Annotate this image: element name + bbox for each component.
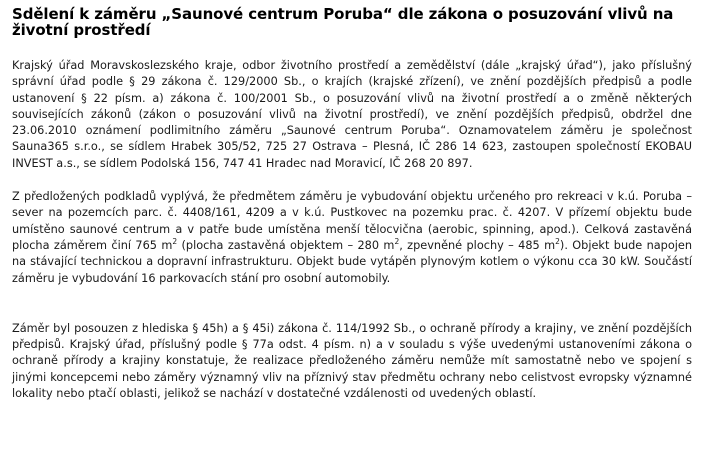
project-text-intro: Z předložených podkladů vyplývá, že předmětem záměru je vybudování objektu určeného pro rekreaci v k.ú. Poruba – sever na pozemcích parc. č. 4408/161, 4209 a v k.ú. Pustkovec na pozemku prac. č. 4207. V přízemí objektu bude umístěno saunové centrum a v patře bude umístěna menší tělocvična (aerobic, spinning, apod.). Celková zastavěná plocha záměrem činí 765 m [12,190,692,252]
project-text-paved-area: , zpevněné plochy – 485 m [399,238,556,252]
paragraph-project-description [12,189,692,287]
project-text-built-area: (plocha zastavěná objektem – 280 m [177,238,395,252]
project-text-closing: ). Objekt bude napojen na stávající technickou a dopravní infrastrukturu. Objekt bude vytápěn plynovým kotlem o výkonu cca 30 kW. Součástí záměru je vybudování 16 parkovacích stání pro osobní automobily. [12,238,693,285]
paragraph-nature-assessment: Záměr byl posouzen z hlediska § 45h) a § 45i) zákona č. 114/1992 Sb., o ochraně přírody a krajiny, ve znění pozdějších předpisů. Krajský úřad, příslušný podle § 77a odst. 4 písm. n) a v souladu s výše uvedenými ustanoveními zákona o ochraně přírody a krajiny konstatuje, že realizace předloženého záměru nemůže mít samostatně nebo ve spojení s jinými koncepcemi nebo záměry významný vliv na příznivý stav předmětu ochrany nebo celistvost evropsky významné lokality nebo ptačí oblasti, jelikož se nachází v dostatečné vzdálenosti od uvedených oblastí. [12,321,692,401]
area-unit-exponent: 2 [394,237,400,247]
area-unit-exponent: 2 [555,237,560,247]
area-unit-exponent: 2 [172,237,178,247]
notice-page [12,6,692,402]
paragraph-notification: Krajský úřad Moravskoslezského kraje, odbor životního prostředí a zemědělství (dále „krajský úřad“), jako příslušný správní úřad podle § 29 zákona č. 129/2000 Sb., o krajích (krajské zřízení), ve znění pozdějších předpisů a podle ustanovení § 22 písm. a) zákona č. 100/2001 Sb., o posuzování vlivů na životní prostředí a o změně některých souvisejících zákonů (zákon o posuzování vlivů na životní prostředí), ve znění pozdějších předpisů, obdržel dne 23.06.2010 oznámení podlimitního záměru „Saunové centrum Poruba“. Oznamovatelem záměru je společnost Sauna365 s.r.o., se sídlem Hrabek 305/52, 725 27 Ostrava – Plesná, IČ 286 14 623, zastoupen společností EKOBAU INVEST a.s., se sídlem Podolská 156, 747 41 Hradec nad Moravicí, IČ 268 20 897. [12,59,692,170]
page-title: Sdělení k záměru „Saunové centrum Poruba“ dle zákona o posuzování vlivů na životní prostředí [12,5,674,39]
